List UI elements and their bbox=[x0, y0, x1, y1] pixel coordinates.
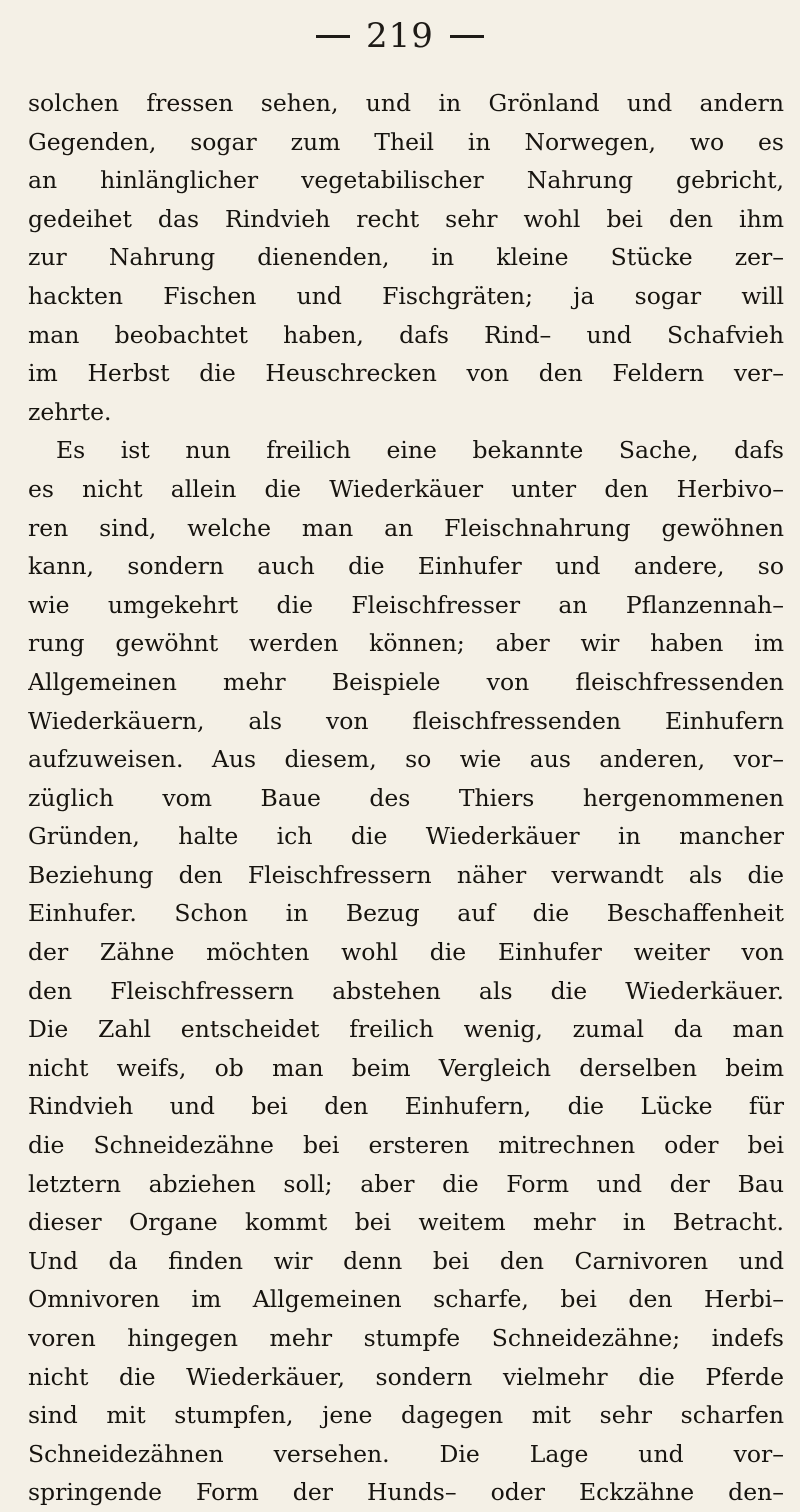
text-line: Die Zahl entscheidet freilich wenig, zumal da man bbox=[28, 1015, 784, 1044]
text-line: solchen fressen sehen, und in Grönland und andern bbox=[28, 89, 784, 117]
text-line: Rindvieh und bei den Einhufern, die Lücke für bbox=[28, 1092, 784, 1121]
text-line: Wiederkäuern, als von fleischfressenden Einhufern bbox=[28, 706, 784, 735]
text-line: voren hingegen mehr stumpfe Schneidezähne; indefs bbox=[28, 1324, 784, 1352]
text-line: an hinlänglicher vegetabilischer Nahrung gebricht, bbox=[28, 166, 784, 195]
text-line: Und da finden wir denn bei den Carnivoren und bbox=[28, 1246, 784, 1275]
text-line: den Fleischfressern abstehen als die Wiederkäuer. bbox=[28, 976, 784, 1005]
text-line: nicht weifs, ob man beim Vergleich derselben beim bbox=[28, 1053, 784, 1082]
page-header bbox=[0, 14, 800, 56]
text-line: die Schneidezähne bei ersteren mitrechnen oder bei bbox=[28, 1131, 784, 1160]
text-line: zehrte. bbox=[28, 397, 112, 426]
body-text bbox=[28, 84, 784, 1512]
text-line: Gründen, halte ich die Wiederkäuer in mancher bbox=[28, 822, 784, 851]
text-line: letztern abziehen soll; aber die Form und der Bau bbox=[28, 1169, 784, 1198]
text-line: Omnivoren im Allgemeinen scharfe, bei den Herbi– bbox=[28, 1285, 784, 1314]
text-line: man beobachtet haben, dafs Rind– und Schafvieh bbox=[28, 320, 784, 349]
text-line: Schneidezähnen versehen. Die Lage und vor– bbox=[28, 1439, 784, 1468]
text-line: Es ist nun freilich eine bekannte Sache, dafs bbox=[56, 436, 784, 465]
text-line: rung gewöhnt werden können; aber wir haben im bbox=[28, 629, 784, 658]
text-line: Allgemeinen mehr Beispiele von fleischfressenden bbox=[28, 667, 784, 696]
text-line: hackten Fischen und Fischgräten; ja sogar will bbox=[28, 281, 784, 310]
text-line: dieser Organe kommt bei weitem mehr in Betracht. bbox=[28, 1208, 784, 1237]
text-line: im Herbst die Heuschrecken von den Feldern ver– bbox=[28, 359, 784, 388]
text-line: sind mit stumpfen, jene dagegen mit sehr scharfen bbox=[28, 1401, 784, 1430]
text-line: aufzuweisen. Aus diesem, so wie aus anderen, vor– bbox=[28, 745, 784, 774]
text-line: der Zähne möchten wohl die Einhufer weiter von bbox=[28, 938, 784, 967]
header-dash-right bbox=[450, 35, 484, 38]
page-number: 219 bbox=[366, 16, 434, 56]
text-line: springende Form der Hunds– oder Eckzähne den– bbox=[28, 1478, 784, 1507]
text-line: gedeihet das Rindvieh recht sehr wohl bei den ihm bbox=[28, 204, 784, 233]
header-dash-left bbox=[316, 35, 350, 38]
text-line: zur Nahrung dienenden, in kleine Stücke zer– bbox=[28, 243, 784, 272]
text-line: es nicht allein die Wiederkäuer unter den Herbivo– bbox=[28, 474, 784, 503]
text-line: nicht die Wiederkäuer, sondern vielmehr die Pferde bbox=[28, 1362, 784, 1391]
text-line: kann, sondern auch die Einhufer und andere, so bbox=[28, 552, 784, 581]
text-line: wie umgekehrt die Fleischfresser an Pflanzennah– bbox=[28, 590, 784, 619]
text-line: züglich vom Baue des Thiers hergenommenen bbox=[28, 783, 784, 812]
text-line: Gegenden, sogar zum Theil in Norwegen, wo es bbox=[28, 127, 784, 156]
text-line: Einhufer. Schon in Bezug auf die Beschaffenheit bbox=[28, 899, 784, 928]
text-line: Beziehung den Fleischfressern näher verwandt als die bbox=[28, 860, 784, 889]
text-line: ren sind, welche man an Fleischnahrung gewöhnen bbox=[28, 513, 784, 542]
